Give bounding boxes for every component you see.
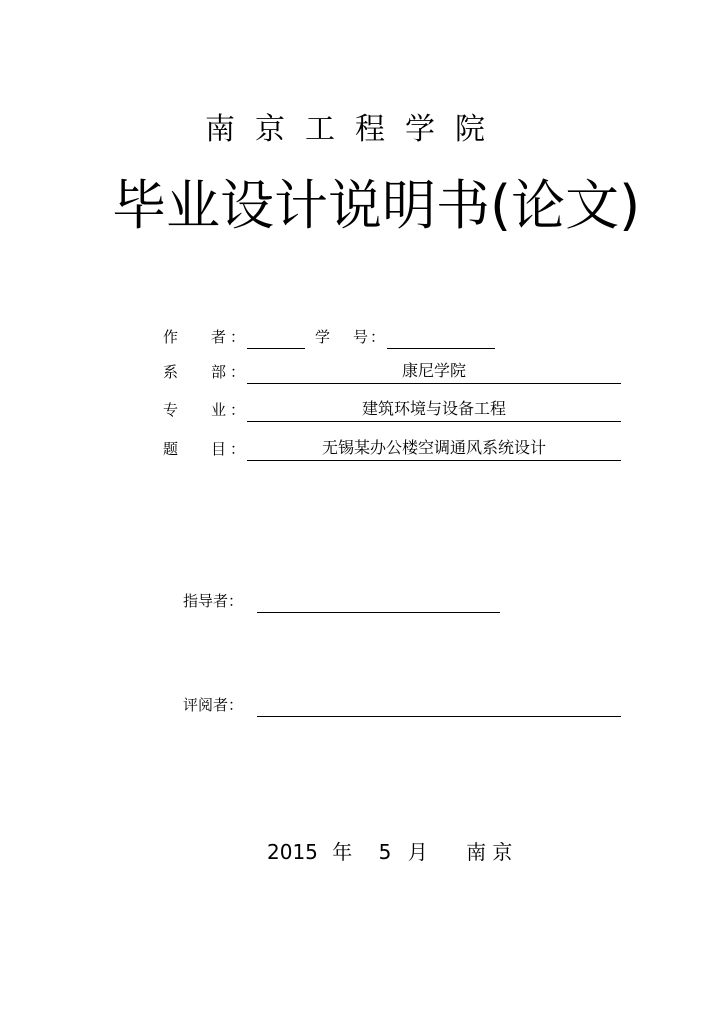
date-month-unit: 月 [407,840,428,864]
document-title: 毕业设计说明书(论文) [112,174,641,237]
reviewer-row [183,693,243,717]
department-field[interactable]: 康尼学院 [247,360,621,384]
reviewer-field[interactable] [257,693,621,717]
date-place: 南 京 [466,840,513,864]
advisor-field[interactable] [257,589,500,613]
university-name: 南京工程学院 [205,112,505,147]
advisor-row [183,589,243,613]
author-field[interactable] [247,325,305,349]
advisor-label: 指导者： [183,592,244,610]
student-id-field[interactable] [387,325,495,349]
date-year-unit: 年 [332,840,353,864]
reviewer-label: 评阅者： [183,696,244,714]
date-month: 5 [378,840,392,864]
topic-field[interactable]: 无锡某办公楼空调通风系统设计 [247,437,621,461]
date-year: 2015 [267,840,318,864]
date-line [267,836,512,865]
major-field[interactable]: 建筑环境与设备工程 [247,398,621,422]
